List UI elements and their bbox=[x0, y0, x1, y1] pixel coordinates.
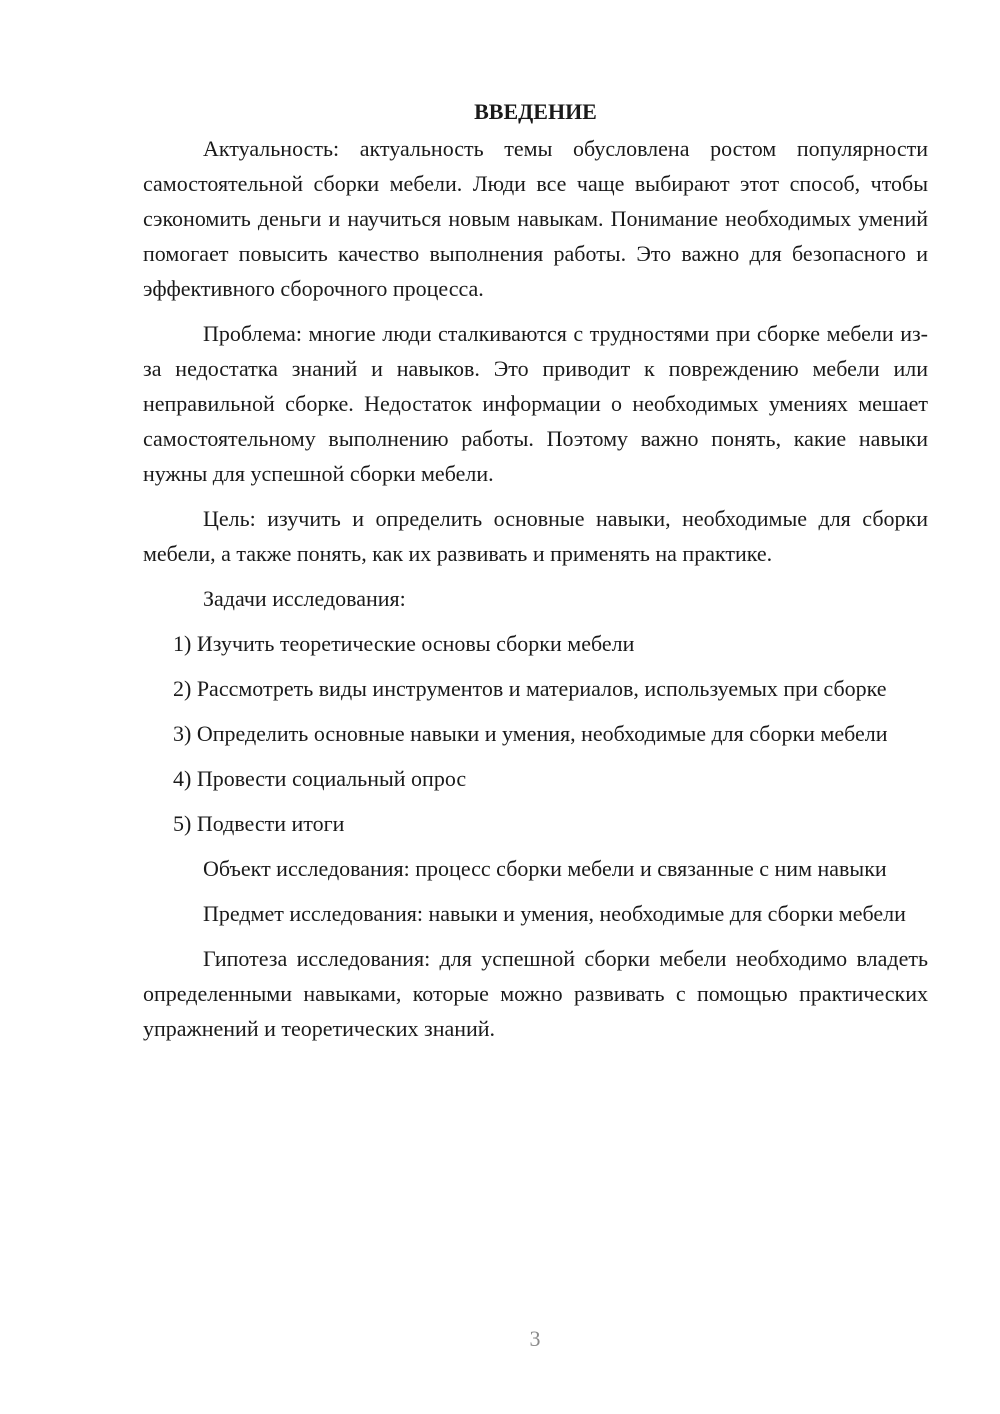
task-item: 5) Подвести итоги bbox=[173, 811, 345, 836]
page-content bbox=[143, 94, 928, 1046]
goal-paragraph: Цель: изучить и определить основные навыки, необходимые для сборки мебели, а также понять, как их развивать и применять на практике. bbox=[143, 506, 928, 566]
section-heading: ВВЕДЕНИЕ bbox=[474, 99, 597, 124]
tasks-title: Задачи исследования: bbox=[203, 586, 406, 611]
problem-paragraph: Проблема: многие люди сталкиваются с трудностями при сборке мебели из-за недостатка знаний и навыков. Это приводит к повреждению мебели или неправильной сборке. Недостаток информации о необходимых умениях мешает самостоятельному выполнению работы. Поэтому важно понять, какие навыки нужны для успешной сборки мебели. bbox=[143, 321, 928, 486]
relevance-paragraph: Актуальность: актуальность темы обусловлена ростом популярности самостоятельной сборки мебели. Люди все чаще выбирают этот способ, чтобы сэкономить деньги и научиться новым навыкам. Понимание необходимых умений помогает повысить качество выполнения работы. Это важно для безопасного и эффективного сборочного процесса. bbox=[143, 136, 928, 301]
task-item: 3) Определить основные навыки и умения, необходимые для сборки мебели bbox=[173, 721, 888, 746]
object-paragraph: Объект исследования: процесс сборки мебели и связанные с ним навыки bbox=[203, 856, 887, 881]
task-item: 1) Изучить теоретические основы сборки мебели bbox=[173, 631, 635, 656]
page-number: 3 bbox=[529, 1326, 541, 1351]
subject-paragraph: Предмет исследования: навыки и умения, необходимые для сборки мебели bbox=[203, 901, 906, 926]
task-item: 2) Рассмотреть виды инструментов и материалов, используемых при сборке bbox=[173, 676, 887, 701]
hypothesis-paragraph: Гипотеза исследования: для успешной сборки мебели необходимо владеть определенными навыками, которые можно развивать с помощью практических упражнений и теоретических знаний. bbox=[143, 946, 928, 1041]
task-item: 4) Провести социальный опрос bbox=[173, 766, 467, 791]
